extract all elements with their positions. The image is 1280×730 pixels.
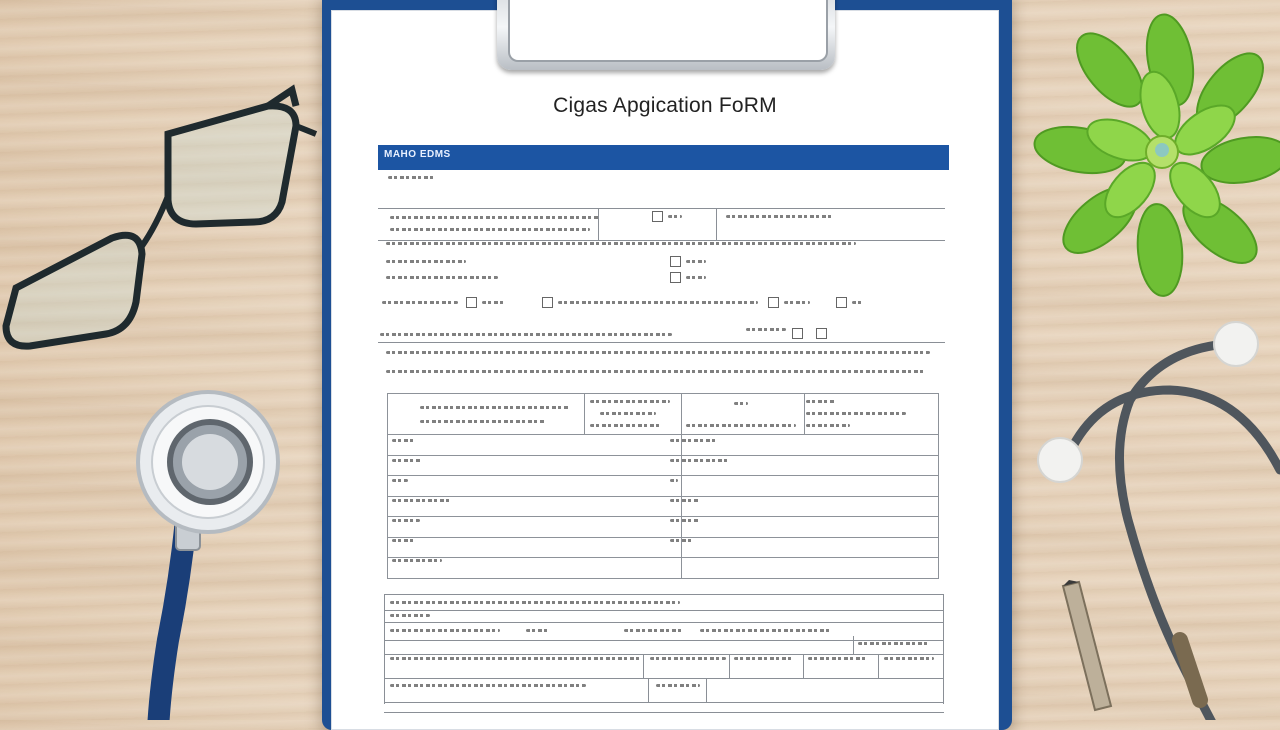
form-divider [716,208,717,240]
clipboard-clip-ring [508,0,828,62]
illegible-text [734,657,794,660]
table-row[interactable] [682,496,939,517]
form-divider [729,654,730,678]
earpiece-top [1214,322,1258,366]
illegible-text [386,242,856,245]
form-divider [803,654,804,678]
illegible-text [686,424,796,427]
illegible-text [392,539,416,542]
form-rule [384,640,944,641]
illegible-text [700,629,830,632]
form-divider [706,678,707,702]
form-divider [853,636,854,654]
checkbox[interactable] [816,328,827,339]
illegible-text [858,642,928,645]
form-divider [598,208,599,240]
form-rule [378,208,945,209]
illegible-text [784,301,810,304]
checkbox[interactable] [768,297,779,308]
illegible-text [808,657,868,660]
form-rule [378,342,945,343]
illegible-text [686,260,706,263]
illegible-text [392,459,422,462]
illegible-text [558,301,758,304]
illegible-text [390,614,430,617]
illegible-text [650,657,726,660]
illegible-text [392,479,408,482]
pen-icon [1055,580,1135,720]
illegible-text [670,439,716,442]
illegible-text [390,657,640,660]
illegible-text [852,301,862,304]
illegible-text [884,657,934,660]
illegible-text [686,276,706,279]
section-header-bar [378,145,949,170]
form-title: Cigas Apgication FoRM [553,94,777,117]
earpiece-left [1038,438,1082,482]
illegible-text [420,406,570,409]
illegible-text [390,601,680,604]
table-header-cell [388,394,585,435]
checkbox[interactable] [836,297,847,308]
table-row[interactable] [388,476,682,497]
illegible-text [670,479,678,482]
illegible-text [386,276,498,279]
illegible-text [386,351,930,354]
illegible-text [726,215,834,218]
illegible-text [392,499,450,502]
table-row[interactable] [388,435,682,456]
succulent-icon [1030,10,1280,300]
form-divider [648,678,649,702]
illegible-text [390,684,586,687]
illegible-text [734,402,748,405]
section-header-label: MAHO EDMS [384,149,451,160]
illegible-text [380,333,672,336]
illegible-text [526,629,550,632]
illegible-text [390,216,600,219]
illegible-text [670,499,700,502]
illegible-text [600,412,656,415]
illegible-text [420,420,546,423]
table-row[interactable] [682,476,939,497]
illegible-text [668,215,682,218]
checkbox[interactable] [792,328,803,339]
table-row[interactable] [682,558,939,579]
illegible-text [806,412,906,415]
illegible-text [746,328,786,331]
table-row[interactable] [388,455,682,476]
form-rule [378,240,945,241]
illegible-text [390,629,500,632]
stethoscope-tube-left [158,500,200,720]
illegible-text [670,519,700,522]
table-header-cell [682,394,805,435]
table-row[interactable] [388,517,682,538]
illegible-text [386,370,926,373]
table-row[interactable] [682,435,939,456]
form-rule [384,594,944,595]
form-rule [384,712,944,713]
checkbox[interactable] [466,297,477,308]
illegible-text [392,519,420,522]
illegible-text [656,684,700,687]
illegible-text [388,176,434,179]
checkbox[interactable] [542,297,553,308]
illegible-text [392,439,414,442]
illegible-text [670,459,728,462]
checkbox[interactable] [670,272,681,283]
checkbox[interactable] [652,211,663,222]
form-rule [384,622,944,623]
form-rule [384,702,944,703]
illegible-text [590,424,660,427]
form-rule [384,654,944,655]
illegible-text [390,228,590,231]
illegible-text [392,559,442,562]
stethoscope-chestpiece [138,392,278,532]
form-rule [384,610,944,611]
table-row[interactable] [388,537,682,558]
form-rule [384,678,944,679]
illegible-text [482,301,504,304]
table-row[interactable] [682,517,939,538]
illegible-text [806,400,836,403]
form-divider [643,654,644,678]
illegible-text [624,629,684,632]
illegible-text [806,424,850,427]
illegible-text [386,260,466,263]
checkbox[interactable] [670,256,681,267]
form-divider [878,654,879,678]
table-row[interactable] [682,537,939,558]
illegible-text [590,400,670,403]
illegible-text [382,301,458,304]
illegible-text [670,539,694,542]
